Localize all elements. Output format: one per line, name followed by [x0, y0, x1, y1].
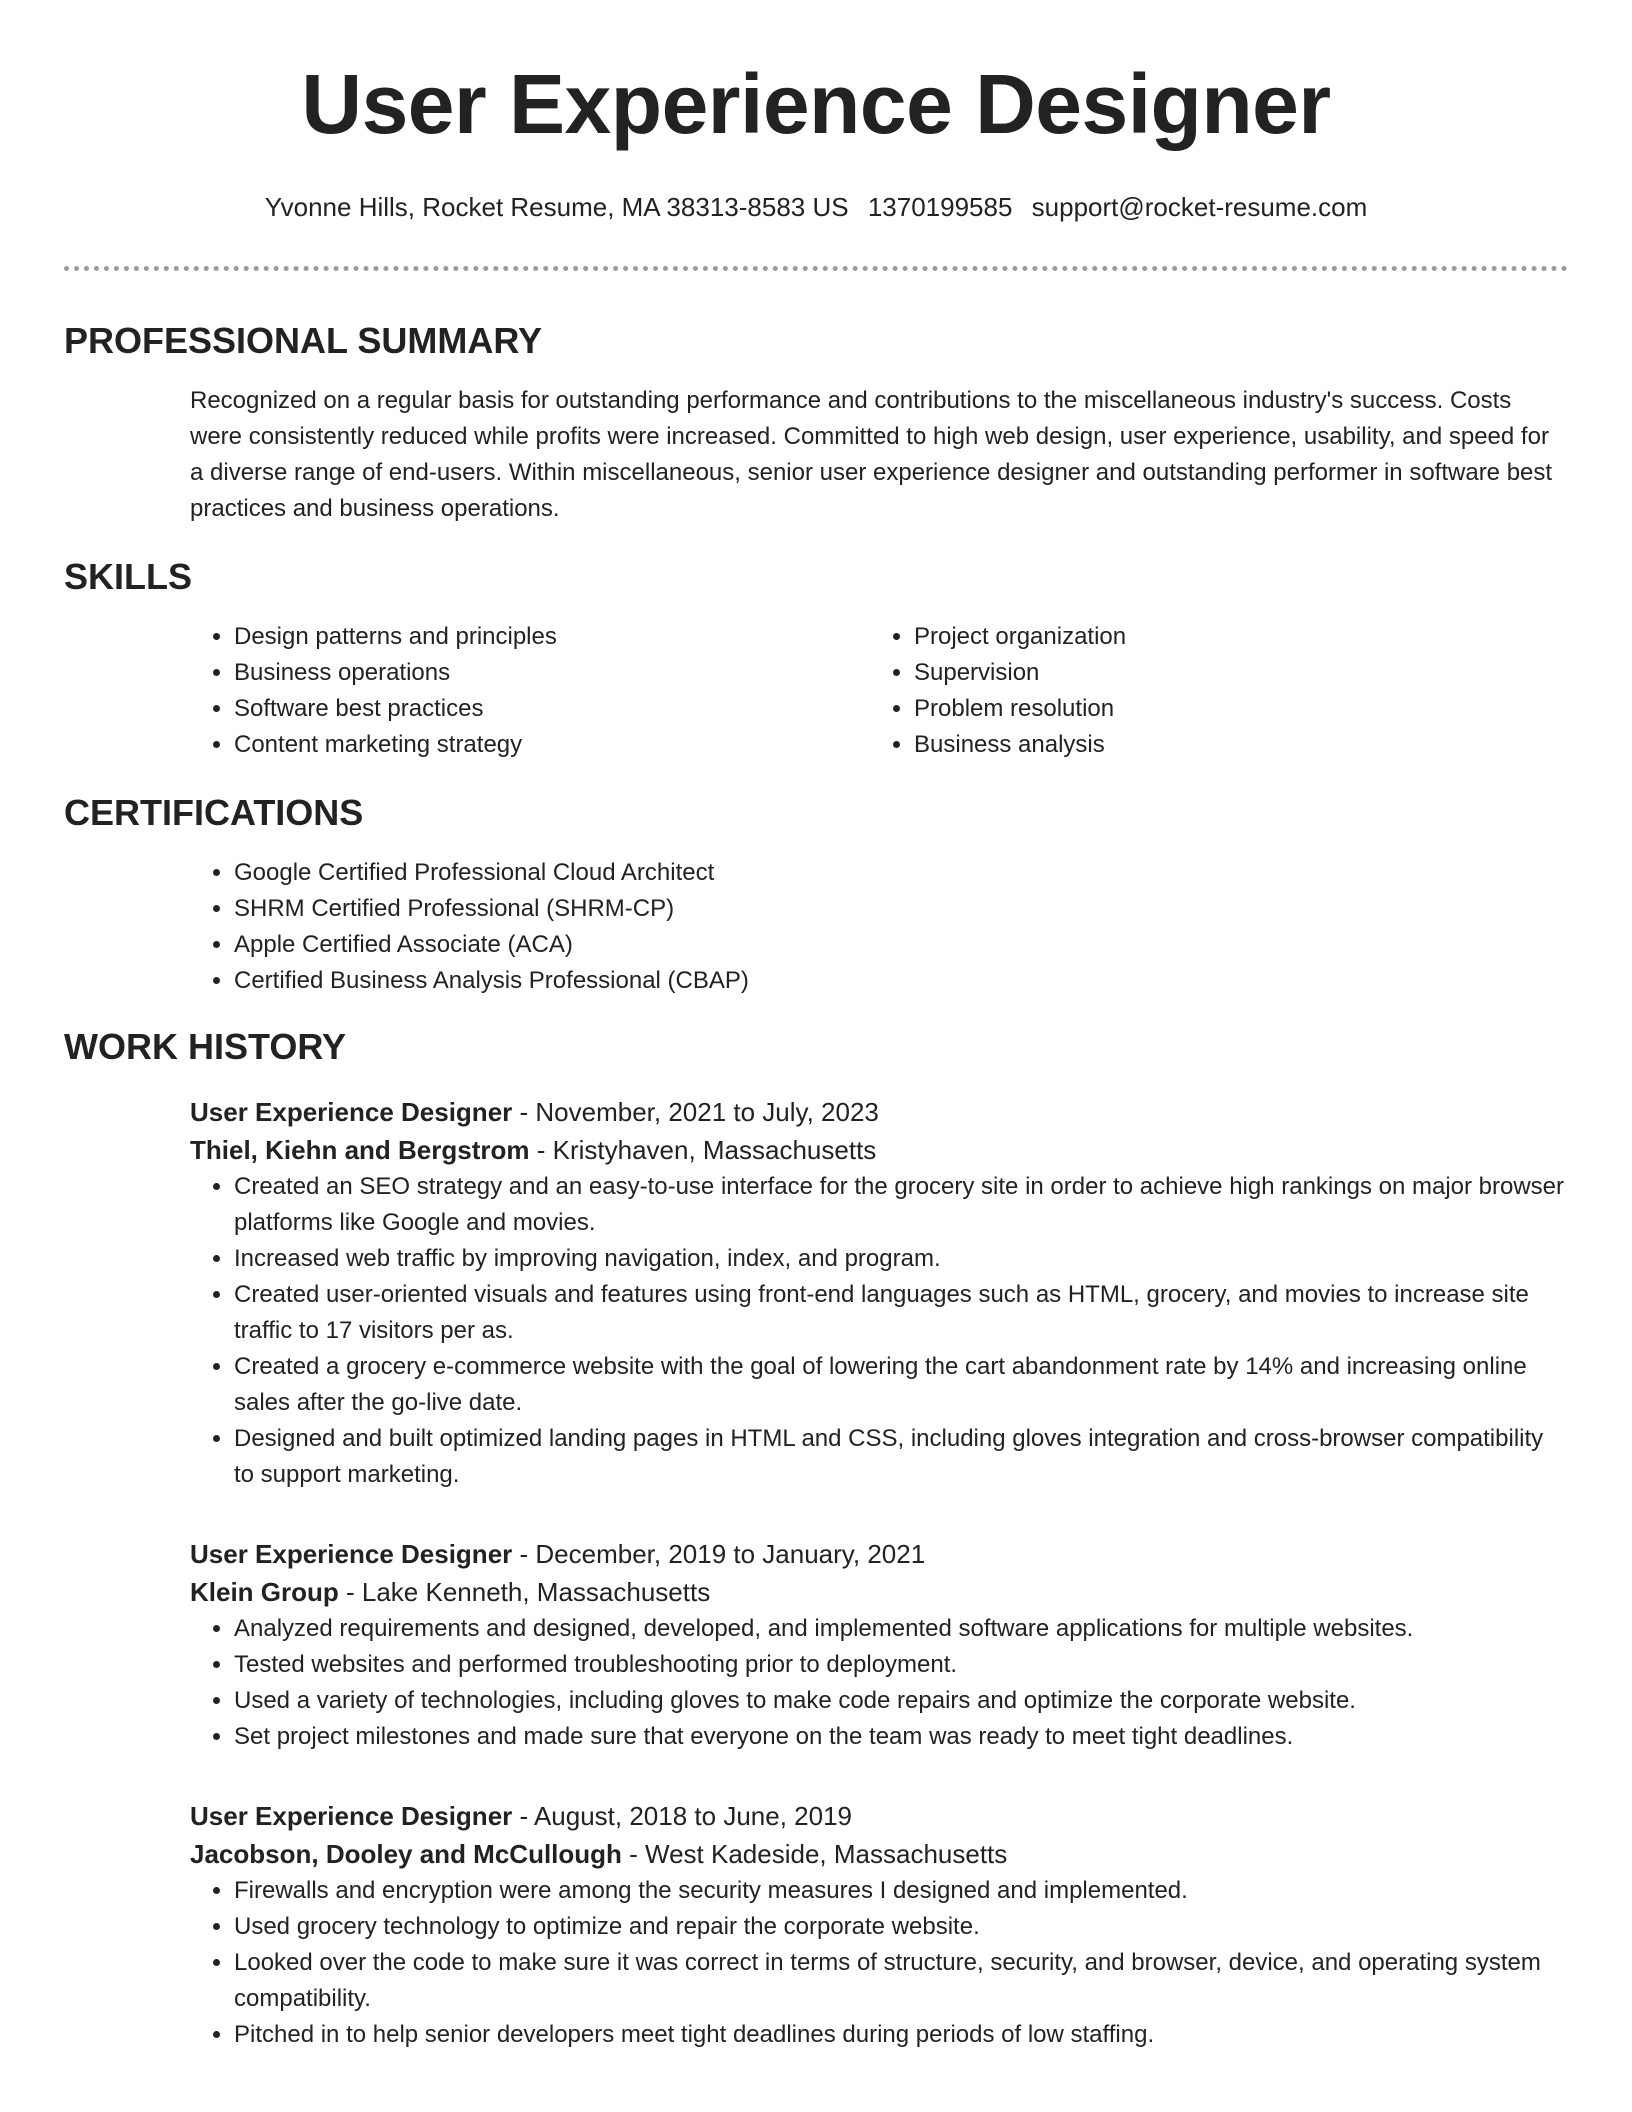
job-bullets — [190, 1169, 1568, 1493]
job-bullet: • Analyzed requirements and designed, developed, and implemented software applications for multiple websites. — [234, 1611, 1568, 1647]
job-dates: - November, 2021 to July, 2023 — [512, 1097, 879, 1127]
job-bullet: • Tested websites and performed troubleshooting prior to deployment. — [234, 1647, 1568, 1683]
job-dates: - December, 2019 to January, 2021 — [512, 1539, 926, 1569]
job-bullet: • Looked over the code to make sure it was correct in terms of structure, security, and browser, device, and operating system compatibility. — [234, 1945, 1568, 2017]
job-entry — [190, 1093, 1568, 1493]
job-dates: - August, 2018 to June, 2019 — [512, 1801, 852, 1831]
job-title-line — [190, 1535, 1568, 1573]
contact-email: support@rocket-resume.com — [1031, 192, 1368, 222]
skills-column-right — [870, 619, 1550, 763]
job-bullet: • Created user-oriented visuals and features using front-end languages such as HTML, grocery, and movies to increase site traffic to 17 visitors per as. — [234, 1277, 1568, 1349]
job-company: Jacobson, Dooley and McCullough — [190, 1839, 622, 1869]
certifications-list — [190, 855, 1568, 999]
skill-item: • Supervision — [914, 655, 1550, 691]
certification-item: • SHRM Certified Professional (SHRM-CP) — [234, 891, 1568, 927]
job-location: - West Kadeside, Massachusetts — [621, 1839, 1008, 1869]
job-company: Thiel, Kiehn and Bergstrom — [190, 1135, 530, 1165]
job-bullet: • Firewalls and encryption were among the security measures I designed and implemented. — [234, 1873, 1568, 1909]
job-company-line — [190, 1835, 1568, 1873]
job-bullet: • Set project milestones and made sure that everyone on the team was ready to meet tight deadlines. — [234, 1719, 1568, 1755]
skill-item: • Business analysis — [914, 727, 1550, 763]
job-company-line — [190, 1573, 1568, 1611]
certification-item: • Certified Business Analysis Professional (CBAP) — [234, 963, 1568, 999]
job-bullet: • Created a grocery e-commerce website with the goal of lowering the cart abandonment rate by 14% and increasing online sales after the go-live date. — [234, 1349, 1568, 1421]
job-entry — [190, 1535, 1568, 1755]
certification-item: • Google Certified Professional Cloud Architect — [234, 855, 1568, 891]
skills-column-left — [190, 619, 870, 763]
job-bullet: • Used grocery technology to optimize and repair the corporate website. — [234, 1909, 1568, 1945]
job-bullet: • Created an SEO strategy and an easy-to-use interface for the grocery site in order to achieve high rankings on major browser platforms like Google and movies. — [234, 1169, 1568, 1241]
job-company: Klein Group — [190, 1577, 339, 1607]
job-bullet: • Increased web traffic by improving navigation, index, and program. — [234, 1241, 1568, 1277]
skills-heading: SKILLS — [64, 556, 193, 597]
skill-item: • Project organization — [914, 619, 1550, 655]
skill-item: • Content marketing strategy — [234, 727, 870, 763]
skills-grid — [190, 619, 1568, 763]
contact-phone: 1370199585 — [867, 192, 1013, 222]
job-title: User Experience Designer — [190, 1097, 513, 1127]
work-history-heading: WORK HISTORY — [64, 1026, 347, 1067]
certifications-heading: CERTIFICATIONS — [64, 792, 364, 833]
skill-item: • Software best practices — [234, 691, 870, 727]
job-bullet: • Used a variety of technologies, including gloves to make code repairs and optimize the corporate website. — [234, 1683, 1568, 1719]
contact-address: Yvonne Hills, Rocket Resume, MA 38313-8583 US — [264, 192, 849, 222]
summary-text: Recognized on a regular basis for outstanding performance and contributions to the miscellaneous industry's success. Costs were consistently reduced while profits were increased. Committed to high web design, user experience, usability, and speed for a diverse range of end-users. Within miscellaneous, senior user experience designer and outstanding performer in software best practices and business operations. — [190, 387, 1553, 522]
header-divider — [64, 266, 1568, 271]
job-bullet: • Designed and built optimized landing pages in HTML and CSS, including gloves integration and cross-browser compatibility to support marketing. — [234, 1421, 1568, 1493]
summary-heading: PROFESSIONAL SUMMARY — [64, 320, 543, 361]
job-entry — [190, 1797, 1568, 2053]
skill-item: • Design patterns and principles — [234, 619, 870, 655]
job-title: User Experience Designer — [190, 1801, 513, 1831]
job-location: - Kristyhaven, Massachusetts — [529, 1135, 877, 1165]
skill-item: • Business operations — [234, 655, 870, 691]
job-title-line — [190, 1093, 1568, 1131]
job-bullets — [190, 1873, 1568, 2053]
job-title: User Experience Designer — [190, 1539, 513, 1569]
job-location: - Lake Kenneth, Massachusetts — [338, 1577, 711, 1607]
contact-line — [64, 190, 1568, 224]
skill-item: • Problem resolution — [914, 691, 1550, 727]
job-bullets — [190, 1611, 1568, 1755]
job-bullet: • Pitched in to help senior developers meet tight deadlines during periods of low staffing. — [234, 2017, 1568, 2053]
resume-title: User Experience Designer — [301, 57, 1331, 151]
job-company-line — [190, 1131, 1568, 1169]
job-title-line — [190, 1797, 1568, 1835]
certification-item: • Apple Certified Associate (ACA) — [234, 927, 1568, 963]
